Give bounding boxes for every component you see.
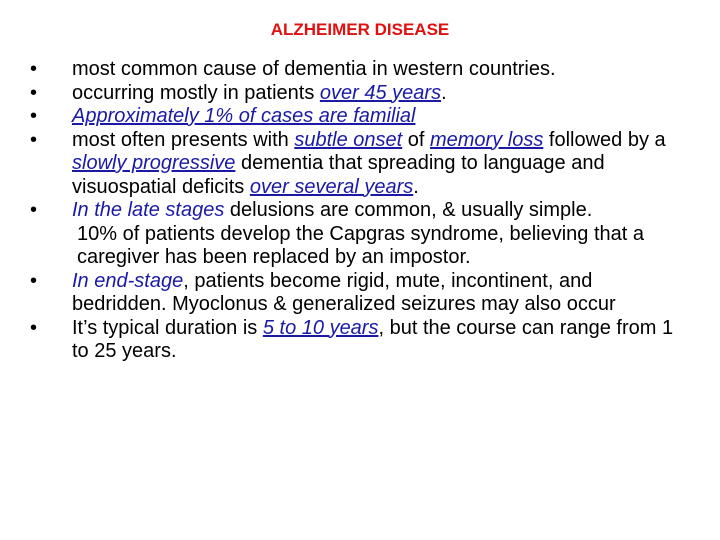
bullet-list <box>30 58 690 364</box>
emphasis-text: over 45 years <box>319 81 442 104</box>
bullet-text: most often presents with <box>72 128 295 151</box>
bullet-text: of <box>402 128 430 151</box>
list-item <box>30 105 690 129</box>
bullet-icon: • <box>30 199 38 221</box>
bullet-text: , but the course can range from 1 to 25 years. <box>72 316 674 362</box>
emphasis-text: over several years <box>249 175 414 198</box>
emphasis-text: 5 to 10 years <box>262 316 379 339</box>
bullet-text: followed by a <box>543 128 666 151</box>
bullet-text: It’s typical duration is <box>72 316 263 339</box>
bullet-text: , patients become rigid, mute, incontinent, and bedridden. Myoclonus & generalized seizures may also occur <box>72 269 616 315</box>
bullet-text: dementia that spreading to language and visuospatial deficits <box>72 152 605 198</box>
list-item <box>30 317 690 364</box>
bullet-text: 10% of patients develop the Capgras syndrome, believing that a caregiver has been replaced by an impostor. <box>77 222 645 268</box>
bullet-icon: • <box>30 128 38 151</box>
bullet-text: delusions are common, & usually simple. <box>224 199 593 221</box>
list-item <box>30 199 690 270</box>
list-item <box>30 82 690 106</box>
bullet-icon: • <box>30 269 38 292</box>
bullet-text: occurring mostly in patients <box>72 81 320 104</box>
emphasis-text: subtle onset <box>294 128 403 151</box>
bullet-icon: • <box>30 81 38 104</box>
emphasis-text: slowly progressive <box>72 152 236 174</box>
bullet-text: . <box>441 81 447 104</box>
emphasis-text: In end-stage <box>72 269 184 292</box>
bullet-text: . <box>413 175 419 198</box>
list-item <box>30 270 690 317</box>
bullet-icon: • <box>30 316 38 339</box>
bullet-icon: • <box>30 58 38 80</box>
emphasis-text: memory loss <box>429 128 544 151</box>
list-item <box>30 58 690 82</box>
slide-title: ALZHEIMER DISEASE <box>270 20 450 39</box>
emphasis-text: Approximately 1% of cases are familial <box>72 105 416 127</box>
emphasis-text: In the late stages <box>72 199 225 221</box>
list-item <box>30 129 690 200</box>
bullet-text: most common cause of dementia in western countries. <box>72 58 556 80</box>
bullet-icon: • <box>30 105 38 127</box>
